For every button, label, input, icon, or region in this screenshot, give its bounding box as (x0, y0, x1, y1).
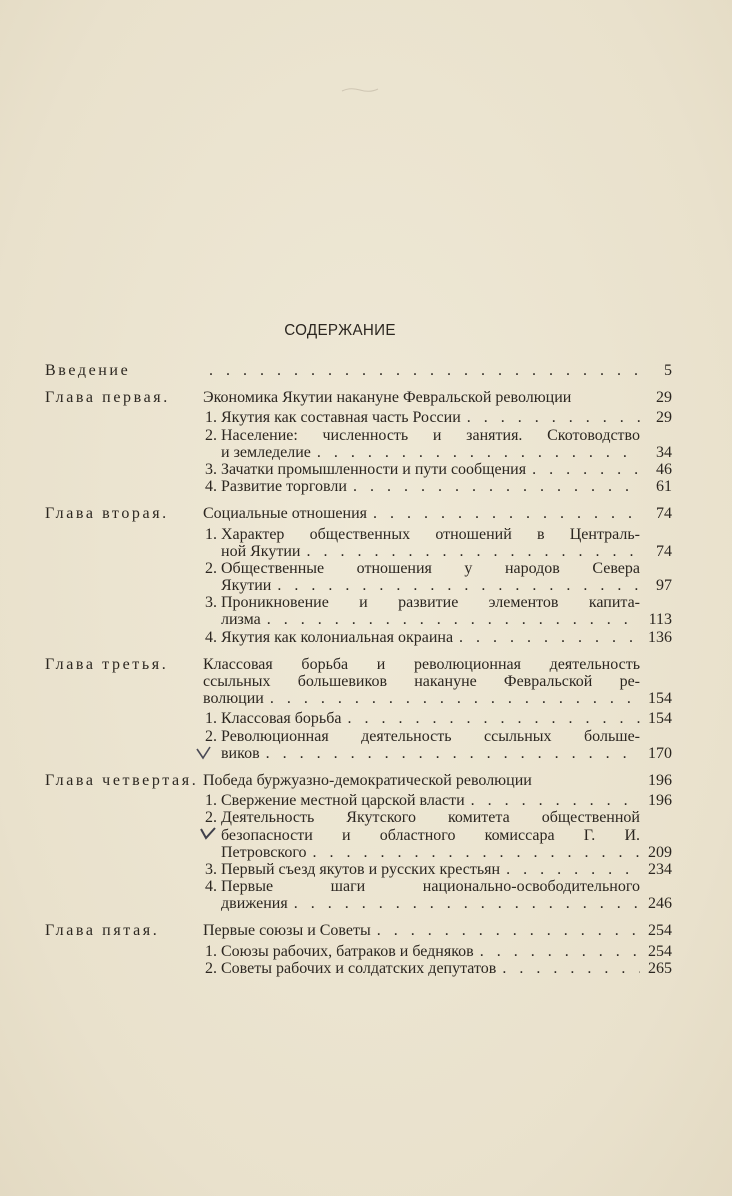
entry-title-final (221, 792, 640, 809)
entry-title-line: Характер общественных отношений в Централь- (221, 525, 640, 543)
entry-title-line: Якутия как колониальная окраина (221, 628, 454, 646)
entry-title-line: безопасности и областного комиссара Г. И. (221, 826, 640, 844)
entry-title-line: Развитие торговли (221, 478, 347, 496)
chapter-label: Введение (45, 362, 131, 379)
entry-title-line: Союзы рабочих, батраков и бедняков (221, 942, 474, 960)
chapter-label: Глава пятая. (45, 922, 160, 940)
toc-chapter-line[interactable] (45, 362, 672, 379)
dot-leader (500, 861, 640, 878)
entry-title-line: Советы рабочих и солдатских депутатов (221, 959, 497, 977)
toc-section-line[interactable] (205, 629, 672, 646)
page-number: 61 (656, 478, 672, 496)
entry-title-final (221, 895, 640, 912)
chapter-label: Глава вторая. (45, 505, 169, 523)
entry-title-line: движения (221, 895, 288, 913)
page-number: 74 (656, 542, 672, 560)
toc-section-line[interactable] (205, 827, 672, 844)
entry-title-line: Свержение местной царской власти (221, 792, 465, 810)
dot-leader (371, 922, 640, 939)
entry-title-final (221, 611, 640, 628)
entry-title-final (221, 960, 640, 977)
section-number: 1. (205, 792, 217, 810)
toc-chapter-line[interactable] (45, 772, 672, 789)
toc-chapter-line[interactable] (45, 690, 672, 707)
entry-title-line: лизма (221, 611, 261, 629)
dot-leader (307, 844, 640, 861)
entry-title-line: Общественные отношения у народов Севера (221, 559, 640, 577)
faint-pencil-mark (340, 86, 380, 94)
page-number: 154 (648, 690, 672, 708)
section-number: 2. (205, 727, 217, 745)
section-number: 3. (205, 460, 217, 478)
dot-leader (453, 629, 640, 646)
dot-leader (474, 943, 640, 960)
toc-section-line[interactable] (205, 960, 672, 977)
toc-section-line[interactable] (205, 809, 672, 826)
entry-title-final (221, 943, 640, 960)
page-number: 234 (648, 860, 672, 878)
dot-leader (288, 895, 640, 912)
page-number: 154 (648, 710, 672, 728)
entry-title-final (221, 409, 640, 426)
dot-leader (367, 505, 640, 522)
chapter-label: Глава первая. (45, 389, 170, 407)
entry-title-final (221, 844, 640, 861)
entry-title-line: ной Якутии (221, 542, 301, 560)
page-number: 29 (656, 389, 672, 407)
toc-section-line[interactable] (205, 861, 672, 878)
dot-leader (300, 543, 640, 560)
page-number: 170 (648, 744, 672, 762)
dot-leader (261, 611, 640, 628)
dot-leader (341, 710, 640, 727)
entry-title-line: ссыльных большевиков накануне Февральской ре- (203, 673, 640, 690)
page-number: 265 (648, 959, 672, 977)
entry-title-line: Зачатки промышленности и пути сообщения (221, 460, 527, 478)
entry-title-final (221, 444, 640, 461)
dot-leader (465, 792, 640, 809)
toc-chapter-line[interactable] (45, 656, 672, 673)
toc-section-line[interactable] (205, 543, 672, 560)
section-number: 3. (205, 594, 217, 612)
entry-title-line: Проникновение и развитие элементов капита- (221, 594, 640, 612)
dot-leader (526, 461, 640, 478)
chapter-label: Глава третья. (45, 655, 169, 673)
toc-section-line[interactable] (205, 427, 672, 444)
toc-chapter-line[interactable] (45, 389, 672, 406)
entry-title-final (203, 690, 640, 707)
toc-section-line[interactable] (205, 461, 672, 478)
page-number: 254 (648, 922, 672, 940)
entry-title-final (203, 389, 640, 406)
toc-section-line[interactable] (205, 560, 672, 577)
toc-section-line[interactable] (205, 444, 672, 461)
toc-chapter-line[interactable] (45, 505, 672, 522)
entry-title-line: Экономика Якутии накануне Февральской революции (203, 389, 572, 407)
entry-title-final (203, 772, 640, 789)
section-number: 3. (205, 860, 217, 878)
entry-title-line: Классовая борьба и революционная деятельность (203, 655, 640, 673)
section-number: 1. (205, 710, 217, 728)
entry-title-line: Первые союзы и Советы (203, 922, 371, 940)
section-number: 2. (205, 959, 217, 977)
entry-title-line: Социальные отношения (203, 505, 367, 523)
page-number: 196 (648, 792, 672, 810)
page-number: 136 (648, 628, 672, 646)
dot-leader (496, 960, 640, 977)
toc-section-line[interactable] (205, 526, 672, 543)
page-title: СОДЕРЖАНИЕ (284, 322, 396, 339)
entry-title-final (221, 461, 640, 478)
toc-section-line[interactable] (205, 745, 672, 762)
entry-title-final (203, 505, 640, 522)
entry-title-final (203, 922, 640, 939)
page-number: 113 (648, 611, 672, 629)
page-number: 29 (656, 409, 672, 427)
toc-section-line[interactable] (205, 895, 672, 912)
toc-section-line[interactable] (205, 710, 672, 727)
page-number: 5 (664, 362, 672, 379)
entry-title-final (221, 629, 640, 646)
entry-title-final (221, 478, 640, 495)
entry-title-line: Классовая борьба (221, 710, 342, 728)
chapter-label: Глава четвертая. (45, 771, 199, 789)
section-number: 2. (205, 809, 217, 827)
section-number: 4. (205, 878, 217, 896)
section-number: 1. (205, 942, 217, 960)
dot-leader (271, 577, 640, 594)
dot-leader (260, 745, 640, 762)
handwritten-checkmark-icon (200, 826, 216, 840)
page-number: 254 (648, 942, 672, 960)
toc-section-line[interactable] (205, 844, 672, 861)
toc-section-line[interactable] (205, 594, 672, 611)
page-number: 34 (656, 443, 672, 461)
entry-title-line: Население: численность и занятия. Скотоводство (221, 426, 640, 444)
entry-title-line: Петровского (221, 843, 307, 861)
entry-title-line: Победа буржуазно-демократической революции (203, 771, 532, 789)
page-number: 46 (656, 460, 672, 478)
page-number: 209 (648, 843, 672, 861)
toc-chapter-line[interactable] (45, 922, 672, 939)
dot-leader (461, 409, 640, 426)
entry-title-final (221, 543, 640, 560)
dot-leader (203, 362, 640, 379)
entry-title-line: Деятельность Якутского комитета общественной (221, 809, 640, 827)
entry-title-line: Якутия как составная часть России (221, 409, 461, 427)
entry-title-final (203, 362, 640, 379)
toc-section-line[interactable] (205, 611, 672, 628)
entry-title-line: и земледелие (221, 443, 311, 461)
toc-section-line[interactable] (205, 728, 672, 745)
entry-title-final (221, 861, 640, 878)
section-number: 2. (205, 426, 217, 444)
toc-chapter-line[interactable] (45, 673, 672, 690)
entry-title-final (221, 577, 640, 594)
entry-title-final (221, 710, 640, 727)
toc-section-line[interactable] (205, 943, 672, 960)
page-number: 246 (648, 895, 672, 913)
entry-title-line: Первый съезд якутов и русских крестьян (221, 860, 501, 878)
handwritten-checkmark-icon (196, 746, 212, 760)
entry-title-line: виков (221, 744, 260, 762)
entry-title-line: Первые шаги национально-освободительного (221, 878, 640, 896)
table-of-contents (45, 362, 672, 977)
page-number: 74 (656, 505, 672, 523)
toc-section-line[interactable] (205, 878, 672, 895)
toc-section-line[interactable] (205, 792, 672, 809)
dot-leader (264, 690, 640, 707)
page-number: 196 (648, 771, 672, 789)
section-number: 2. (205, 559, 217, 577)
toc-section-line[interactable] (205, 478, 672, 495)
section-number: 4. (205, 478, 217, 496)
page-number: 97 (656, 577, 672, 595)
toc-section-line[interactable] (205, 577, 672, 594)
entry-title-line: Революционная деятельность ссыльных больше- (221, 727, 640, 745)
entry-title-line: Якутии (221, 577, 272, 595)
dot-leader (347, 478, 640, 495)
section-number: 4. (205, 628, 217, 646)
toc-section-line[interactable] (205, 409, 672, 426)
entry-title-line: волюции (203, 690, 264, 708)
section-number: 1. (205, 409, 217, 427)
dot-leader (311, 444, 640, 461)
entry-title-final (221, 745, 640, 762)
section-number: 1. (205, 525, 217, 543)
